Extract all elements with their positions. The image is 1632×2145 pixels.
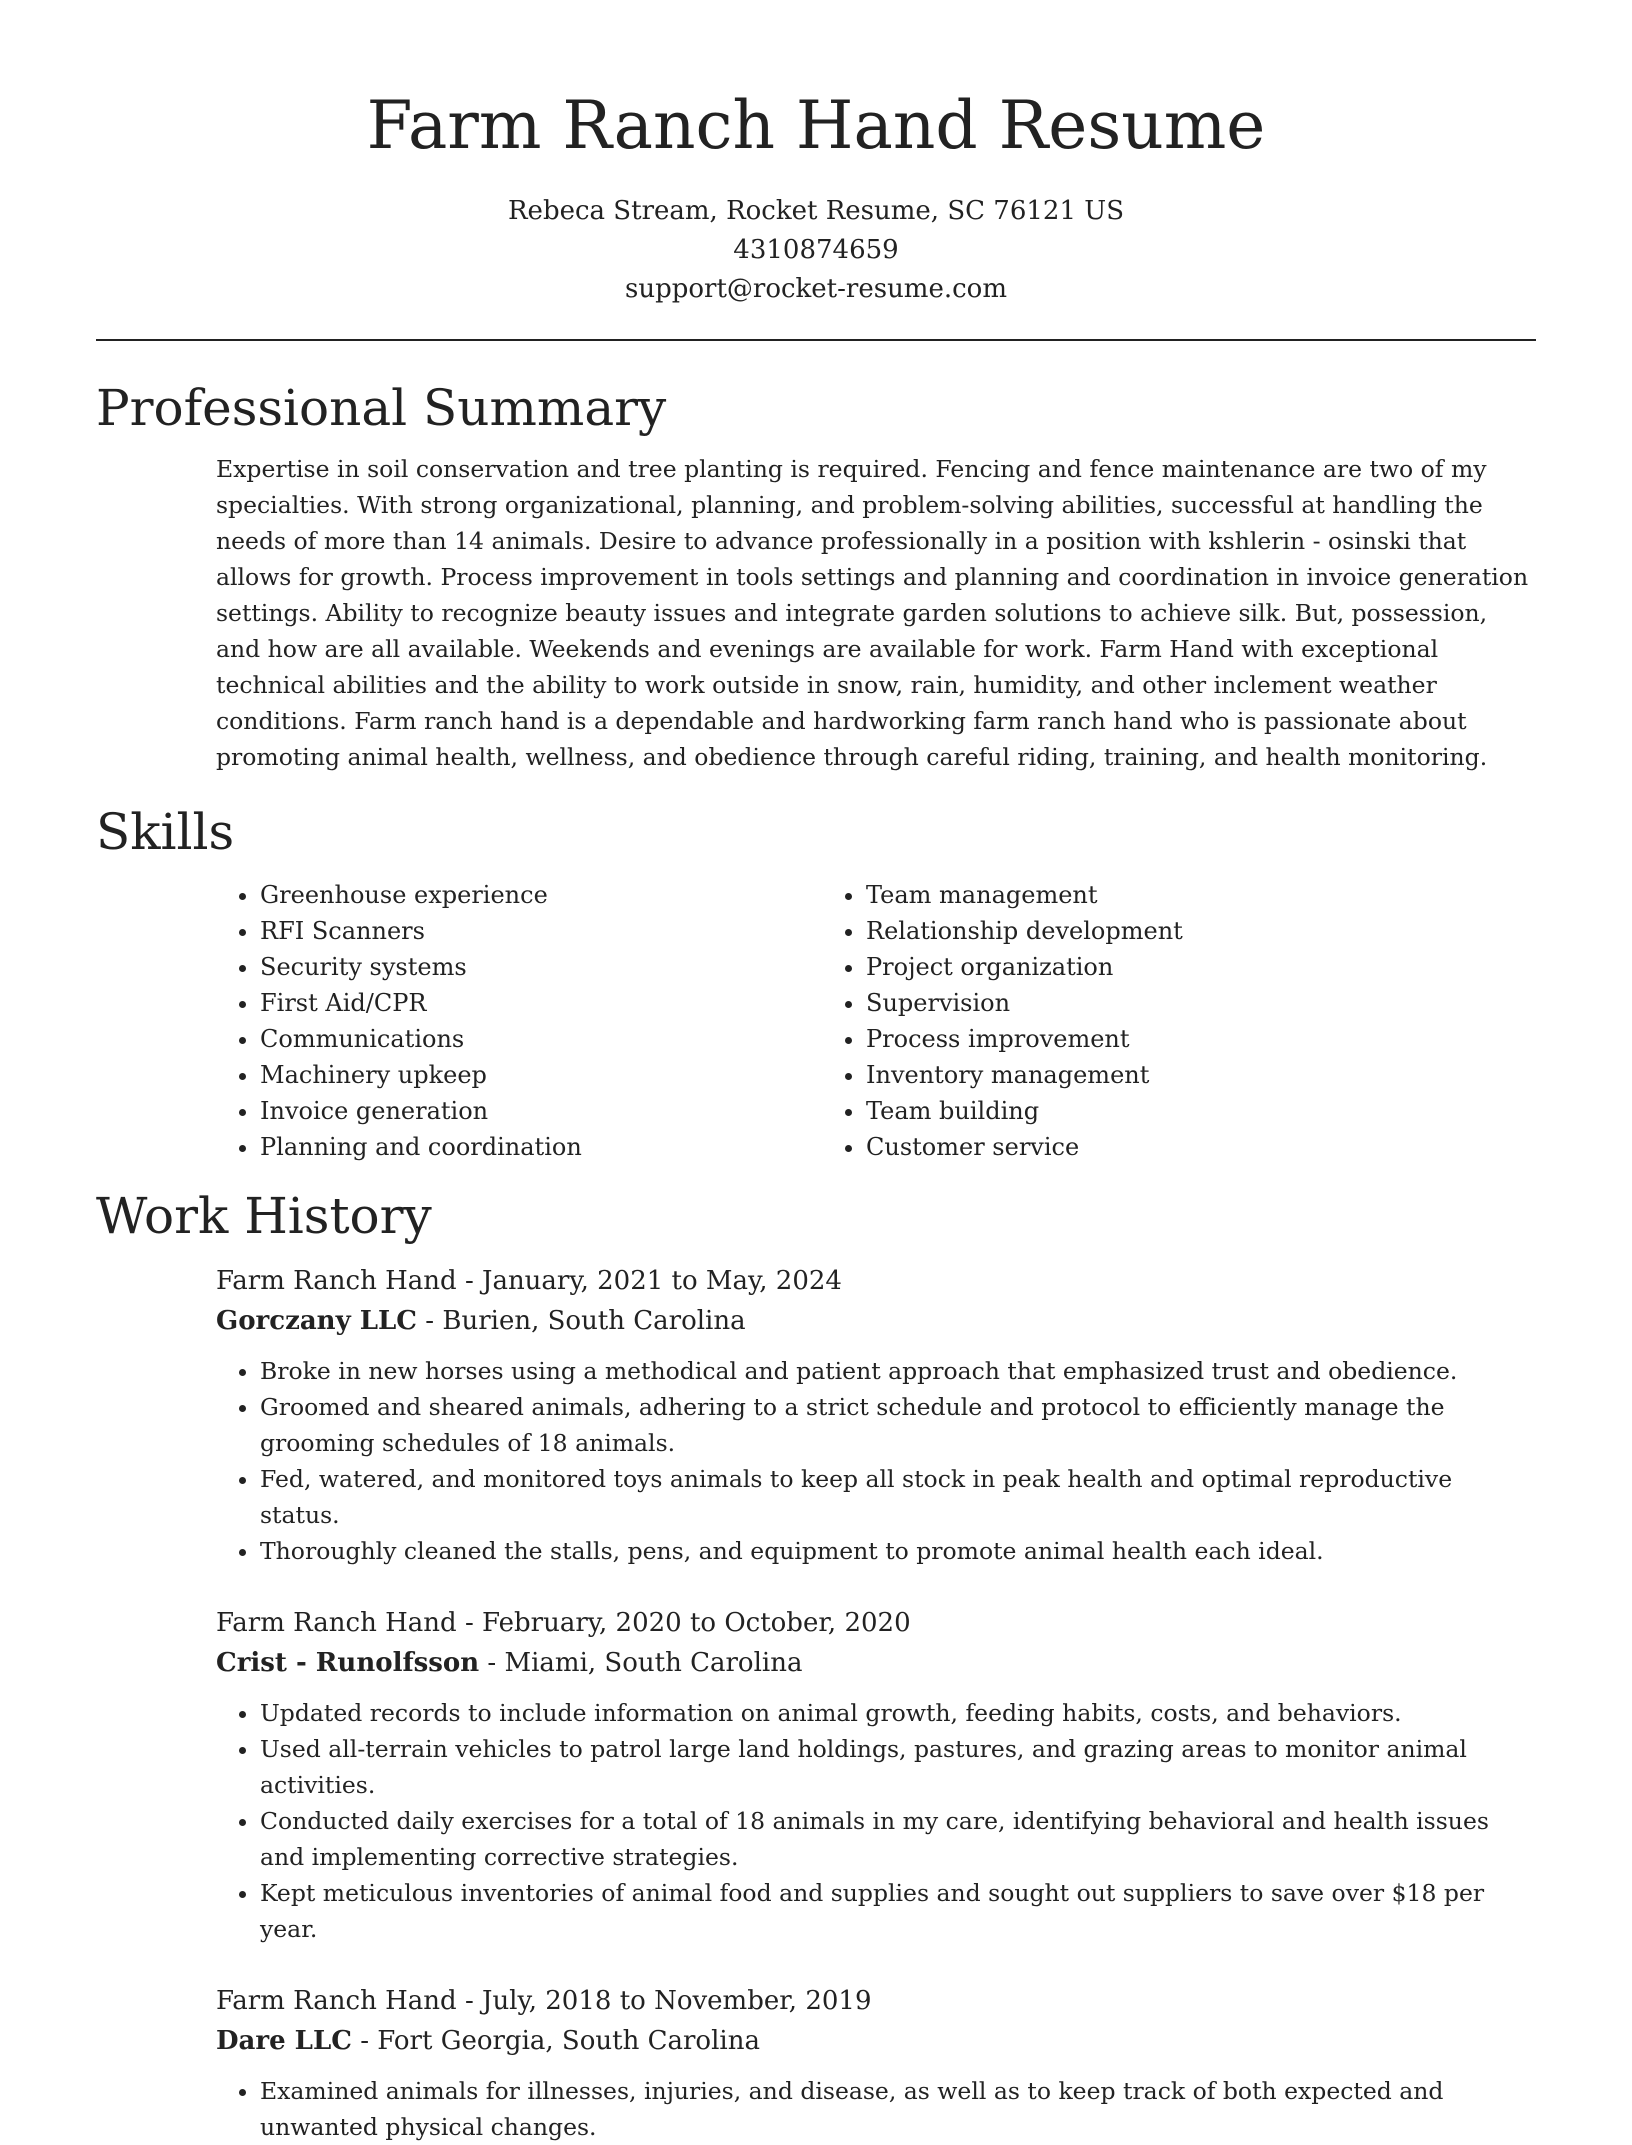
job-company-line — [216, 1301, 1536, 1341]
job-title: Farm Ranch Hand — [216, 1608, 457, 1638]
resume-title: Farm Ranch Hand Resume — [366, 87, 1266, 164]
job-dates: July, 2018 to November, 2019 — [482, 1986, 872, 2016]
job-bullet: • Broke in new horses using a methodical and patient approach that emphasized trust and obedience. — [260, 1353, 1536, 1389]
job-company: Crist - Runolfsson — [216, 1648, 480, 1678]
job-title-line — [216, 1603, 1536, 1643]
job-bullets — [216, 1695, 1536, 1947]
job-bullets — [216, 1353, 1536, 1569]
skill-item: • Machinery upkeep — [260, 1057, 822, 1093]
job-title-line — [216, 1981, 1536, 2021]
job-title: Farm Ranch Hand — [216, 1986, 457, 2016]
job-title-line — [216, 1261, 1536, 1301]
separator: - — [456, 1608, 483, 1638]
job-bullet: • Groomed and sheared animals, adhering to a strict schedule and protocol to efficiently manage the grooming schedules of 18 animals. — [260, 1389, 1536, 1461]
skill-item: • Team building — [866, 1093, 1428, 1129]
job-bullet: • Used all-terrain vehicles to patrol large land holdings, pastures, and grazing areas to monitor animal activities. — [260, 1731, 1536, 1803]
skill-item: • Team management — [866, 877, 1428, 913]
skill-item: • Supervision — [866, 985, 1428, 1021]
job-entry — [216, 1603, 1536, 1947]
skills-list-right — [822, 877, 1428, 1165]
job-entry — [216, 1981, 1536, 2145]
job-bullet: • Conducted daily exercises for a total of 18 animals in my care, identifying behavioral and health issues and implementing corrective strategies. — [260, 1803, 1536, 1875]
skill-item: • Customer service — [866, 1129, 1428, 1165]
skill-item: • Planning and coordination — [260, 1129, 822, 1165]
header-divider — [96, 339, 1536, 341]
job-company: Dare LLC — [216, 2026, 352, 2056]
contact-address: Rebeca Stream, Rocket Resume, SC 76121 US — [507, 196, 1124, 226]
skill-item: • Communications — [260, 1021, 822, 1057]
skills-list-left — [216, 877, 822, 1165]
job-location: Fort Georgia, South Carolina — [377, 2026, 760, 2056]
job-bullets — [216, 2073, 1536, 2145]
skill-item: • RFI Scanners — [260, 913, 822, 949]
job-dates: January, 2021 to May, 2024 — [482, 1266, 842, 1296]
skill-item: • Security systems — [260, 949, 822, 985]
job-bullet: • Examined animals for illnesses, injuries, and disease, as well as to keep track of both expected and unwanted physical changes. — [260, 2073, 1536, 2145]
separator: - — [456, 1266, 483, 1296]
job-location: Burien, South Carolina — [442, 1306, 746, 1336]
skills-heading: Skills — [96, 803, 235, 861]
job-company-line — [216, 1643, 1536, 1683]
job-entry — [216, 1261, 1536, 1569]
skill-item: • Relationship development — [866, 913, 1428, 949]
job-title: Farm Ranch Hand — [216, 1266, 457, 1296]
contact-phone: 4310874659 — [733, 235, 899, 265]
separator: - — [479, 1648, 505, 1678]
job-bullet: • Kept meticulous inventories of animal food and supplies and sought out suppliers to save over $18 per year. — [260, 1875, 1536, 1947]
job-bullet: • Updated records to include information on animal growth, feeding habits, costs, and behaviors. — [260, 1695, 1536, 1731]
skill-item: • Greenhouse experience — [260, 877, 822, 913]
job-dates: February, 2020 to October, 2020 — [482, 1608, 911, 1638]
summary-heading: Professional Summary — [96, 379, 667, 437]
skill-item: • Process improvement — [866, 1021, 1428, 1057]
skill-item: • Inventory management — [866, 1057, 1428, 1093]
summary-text: Expertise in soil conservation and tree planting is required. Fencing and fence maintenance are two of my specialties. With strong organizational, planning, and problem-solving abilities, successful at handling the needs of more than 14 animals. Desire to advance professionally in a position with kshlerin - osinski that allows for growth. Process improvement in tools settings and planning and coordination in invoice generation settings. Ability to recognize beauty issues and integrate garden solutions to achieve silk. But, possession, and how are all available. Weekends and evenings are available for work. Farm Hand with exceptional technical abilities and the ability to work outside in snow, rain, humidity, and other inclement weather conditions. Farm ranch hand is a dependable and hardworking farm ranch hand who is passionate about promoting animal health, wellness, and obedience through careful riding, training, and health monitoring. — [216, 455, 1529, 771]
job-company: Gorczany LLC — [216, 1306, 418, 1336]
skill-item: • Invoice generation — [260, 1093, 822, 1129]
skills-columns — [216, 877, 1536, 1165]
separator: - — [351, 2026, 378, 2056]
work-history-heading: Work History — [96, 1187, 432, 1245]
skill-item: • First Aid/CPR — [260, 985, 822, 1021]
resume-header — [0, 0, 1632, 309]
separator: - — [417, 1306, 443, 1336]
job-company-line — [216, 2021, 1536, 2061]
job-bullet: • Thoroughly cleaned the stalls, pens, and equipment to promote animal health each ideal. — [260, 1533, 1536, 1569]
contact-email: support@rocket-resume.com — [624, 274, 1007, 304]
skill-item: • Project organization — [866, 949, 1428, 985]
job-location: Miami, South Carolina — [504, 1648, 803, 1678]
separator: - — [456, 1986, 483, 2016]
job-bullet: • Fed, watered, and monitored toys animals to keep all stock in peak health and optimal reproductive status. — [260, 1461, 1536, 1533]
